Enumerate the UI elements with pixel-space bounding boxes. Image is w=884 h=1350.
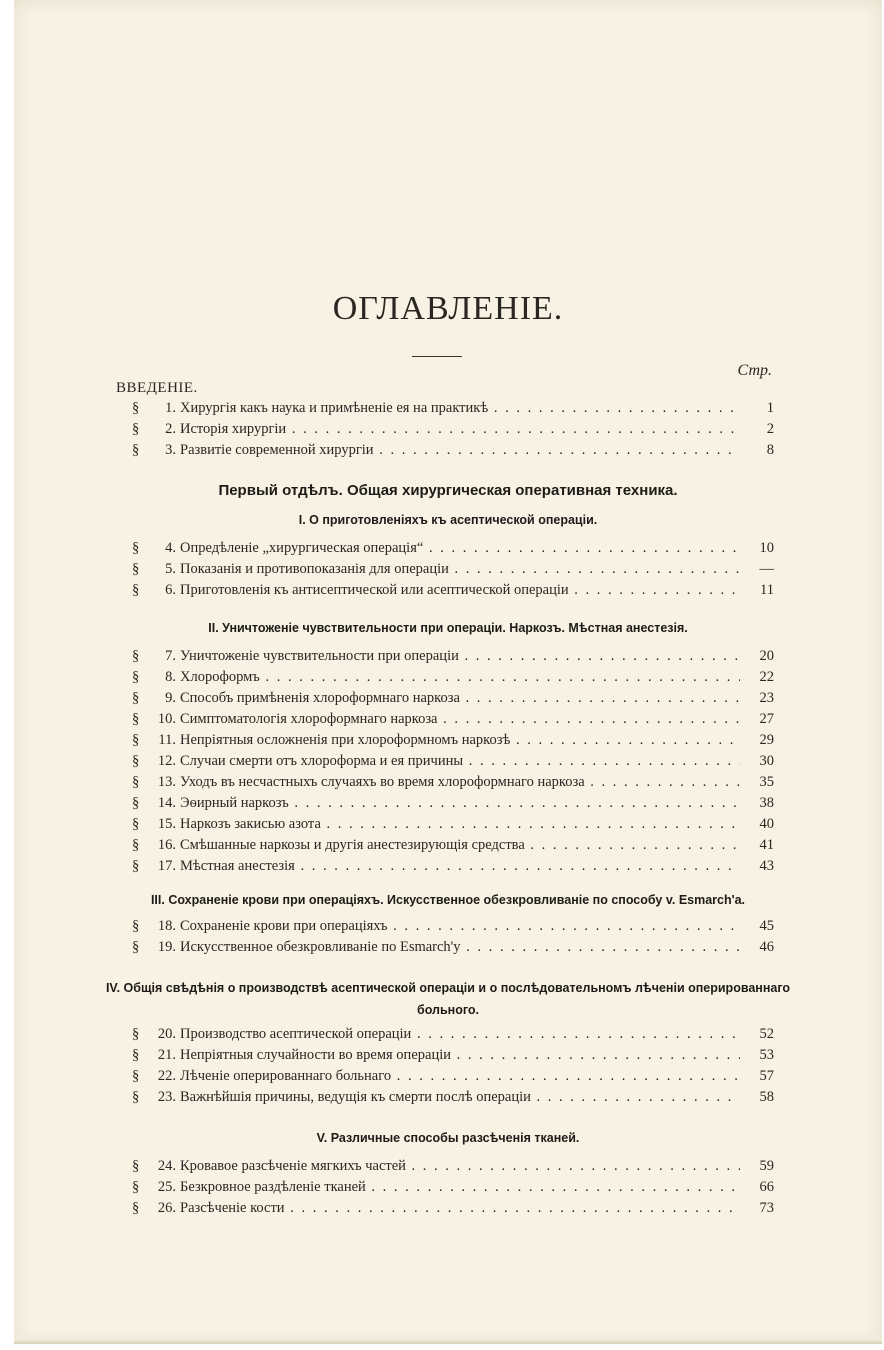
entry-number: 8.	[165, 669, 176, 685]
section-sign: §	[132, 1200, 140, 1216]
section-heading: II. Уничтоженіе чувствительности при операціи. Наркозъ. Мѣстная анестезія.	[208, 621, 688, 635]
section-sign: §	[132, 837, 140, 853]
entry-number: 5.	[165, 561, 176, 577]
entry-page: 46	[759, 939, 774, 955]
section-sign: §	[132, 1026, 140, 1042]
entry-page: 41	[759, 837, 774, 853]
entry-number: 9.	[165, 690, 176, 706]
entry-number: 17.	[157, 858, 176, 874]
page-column-label: Стр.	[737, 362, 772, 379]
entry-page: —	[759, 561, 774, 577]
section-sign: §	[132, 774, 140, 790]
toc-entry	[14, 937, 882, 958]
toc-entry	[14, 1156, 882, 1177]
toc-entry	[14, 1177, 882, 1198]
toc-entry	[14, 751, 882, 772]
section-sign: §	[132, 1179, 140, 1195]
entry-number: 16.	[157, 837, 176, 853]
section-sign: §	[132, 582, 140, 598]
entry-page: 58	[759, 1089, 774, 1105]
entry-number: 21.	[157, 1047, 176, 1063]
toc-entry	[14, 419, 882, 440]
toc-entry	[14, 730, 882, 751]
entry-title: Опредѣленіе „хирургическая операція“ . . .	[180, 538, 740, 559]
toc-entry	[14, 1066, 882, 1087]
section-heading: IV. Общія свѣдѣнія о производствѣ асептической операціи и о послѣдовательномъ лѣченіи оперированнаго больного.	[105, 981, 791, 1017]
entry-title: Хирургія какъ наука и примѣненіе ея на практикѣ . . .	[180, 398, 740, 419]
entry-number: 22.	[157, 1068, 176, 1084]
section-sign: §	[132, 795, 140, 811]
section-sign: §	[132, 442, 140, 458]
entry-title: Случаи смерти отъ хлороформа и ея причины . . .	[180, 751, 740, 772]
toc-entry	[14, 916, 882, 937]
entry-page: 1	[766, 400, 774, 416]
entry-title: Непріятныя осложненія при хлороформномъ наркозѣ . . .	[180, 730, 740, 751]
entry-title: Безкровное раздѣленіе тканей . . .	[180, 1177, 740, 1198]
section-sign: §	[132, 421, 140, 437]
intro-list	[14, 398, 882, 461]
entry-title: Мѣстная анестезія . . .	[180, 856, 740, 877]
entry-number: 18.	[157, 918, 176, 934]
entry-title: Разсѣченіе кости . . .	[180, 1198, 740, 1219]
entry-page: 40	[759, 816, 774, 832]
entry-page: 11	[760, 582, 774, 598]
toc-entry	[14, 1024, 882, 1045]
part-heading: Первый отдѣлъ. Общая хирургическая оперативная техника.	[218, 482, 678, 499]
entry-number: 24.	[157, 1158, 176, 1174]
entry-page: 73	[759, 1200, 774, 1216]
entry-title: Хлороформъ . . .	[180, 667, 740, 688]
page-title: ОГЛАВЛЕНІЕ.	[332, 290, 564, 327]
entry-page: 57	[759, 1068, 774, 1084]
entry-page: 35	[759, 774, 774, 790]
entry-title: Эѳирный наркозъ . . .	[180, 793, 740, 814]
entry-number: 10.	[157, 711, 176, 727]
entry-page: 66	[759, 1179, 774, 1195]
section-heading: V. Различные способы разсѣченія тканей.	[316, 1131, 580, 1145]
toc-entry	[14, 793, 882, 814]
entry-page: 10	[759, 540, 774, 556]
entry-number: 11.	[158, 732, 176, 748]
section-sign: §	[132, 400, 140, 416]
entry-page: 27	[759, 711, 774, 727]
section-list	[14, 538, 882, 601]
intro-heading: ВВЕДЕНІЕ.	[116, 380, 198, 396]
entry-title: Способъ примѣненія хлороформнаго наркоза . . .	[180, 688, 740, 709]
toc-entry	[14, 538, 882, 559]
book-page	[14, 0, 882, 1344]
entry-title: Уничтоженіе чувствительности при операціи . . .	[180, 646, 740, 667]
toc-entry	[14, 814, 882, 835]
toc-entry	[14, 772, 882, 793]
toc-entry	[14, 856, 882, 877]
entry-page: 52	[759, 1026, 774, 1042]
toc-entry	[14, 688, 882, 709]
entry-title: Лѣченіе оперированнаго больнаго . . .	[180, 1066, 740, 1087]
section-sign: §	[132, 648, 140, 664]
section-sign: §	[132, 1068, 140, 1084]
section-sign: §	[132, 816, 140, 832]
entry-number: 12.	[157, 753, 176, 769]
entry-title: Наркозъ закисью азота . . .	[180, 814, 740, 835]
section-heading: I. О приготовленіяхъ къ асептической операціи.	[298, 513, 598, 527]
entry-title: Сохраненіе крови при операціяхъ . . .	[180, 916, 740, 937]
section-sign: §	[132, 858, 140, 874]
entry-page: 53	[759, 1047, 774, 1063]
title-divider	[412, 356, 462, 357]
entry-page: 23	[759, 690, 774, 706]
section-sign: §	[132, 669, 140, 685]
toc-entry	[14, 398, 882, 419]
entry-title: Смѣшанные наркозы и другія анестезирующія средства . . .	[180, 835, 740, 856]
entry-page: 59	[759, 1158, 774, 1174]
entry-page: 29	[759, 732, 774, 748]
entry-page: 45	[759, 918, 774, 934]
toc-entry	[14, 1198, 882, 1219]
entry-title: Кровавое разсѣченіе мягкихъ частей . . .	[180, 1156, 740, 1177]
section-sign: §	[132, 1158, 140, 1174]
section-sign: §	[132, 939, 140, 955]
entry-page: 2	[766, 421, 774, 437]
page-edge	[14, 1338, 882, 1344]
entry-title: Непріятныя случайности во время операціи . . .	[180, 1045, 740, 1066]
entry-title: Приготовленія къ антисептической или асептической операціи . . .	[180, 580, 740, 601]
entry-number: 4.	[165, 540, 176, 556]
section-heading: III. Сохраненіе крови при операціяхъ. Искусственное обезкровливаніе по способу v. Esmarch'a.	[150, 893, 746, 907]
entry-page: 20	[759, 648, 774, 664]
entry-page: 38	[759, 795, 774, 811]
entry-number: 25.	[157, 1179, 176, 1195]
section-sign: §	[132, 753, 140, 769]
toc-entry	[14, 709, 882, 730]
toc-entry	[14, 559, 882, 580]
entry-title: Развитіе современной хирургіи . . .	[180, 440, 740, 461]
entry-title: Исторія хирургіи . . .	[180, 419, 740, 440]
toc-entry	[14, 440, 882, 461]
toc-entry	[14, 1087, 882, 1108]
entry-title: Симптоматологія хлороформнаго наркоза . . .	[180, 709, 740, 730]
entry-number: 19.	[157, 939, 176, 955]
entry-number: 1.	[165, 400, 176, 416]
section-sign: §	[132, 561, 140, 577]
toc-entry	[14, 580, 882, 601]
toc-entry	[14, 667, 882, 688]
section-sign: §	[132, 732, 140, 748]
section-list	[14, 1024, 882, 1108]
toc-entry	[14, 646, 882, 667]
section-sign: §	[132, 918, 140, 934]
entry-title: Уходъ въ несчастныхъ случаяхъ во время хлороформнаго наркоза . . .	[180, 772, 740, 793]
entry-title: Производство асептической операціи . . .	[180, 1024, 740, 1045]
entry-page: 8	[766, 442, 774, 458]
section-sign: §	[132, 690, 140, 706]
section-list	[14, 646, 882, 877]
toc-entry	[14, 835, 882, 856]
entry-page: 30	[759, 753, 774, 769]
entry-number: 23.	[157, 1089, 176, 1105]
section-sign: §	[132, 711, 140, 727]
entry-page: 43	[759, 858, 774, 874]
section-sign: §	[132, 540, 140, 556]
entry-number: 6.	[165, 582, 176, 598]
entry-number: 20.	[157, 1026, 176, 1042]
entry-page: 22	[759, 669, 774, 685]
entry-number: 13.	[157, 774, 176, 790]
section-list	[14, 916, 882, 958]
section-list	[14, 1156, 882, 1219]
section-sign: §	[132, 1089, 140, 1105]
section-sign: §	[132, 1047, 140, 1063]
entry-title: Искусственное обезкровливаніе по Esmarch'у . . .	[180, 937, 740, 958]
entry-number: 14.	[157, 795, 176, 811]
toc-entry	[14, 1045, 882, 1066]
entry-number: 15.	[157, 816, 176, 832]
entry-title: Важнѣйшія причины, ведущія къ смерти послѣ операціи . . .	[180, 1087, 740, 1108]
entry-number: 26.	[157, 1200, 176, 1216]
entry-number: 3.	[165, 442, 176, 458]
entry-number: 2.	[165, 421, 176, 437]
entry-title: Показанія и противопоказанія для операціи . . .	[180, 559, 740, 580]
entry-number: 7.	[165, 648, 176, 664]
